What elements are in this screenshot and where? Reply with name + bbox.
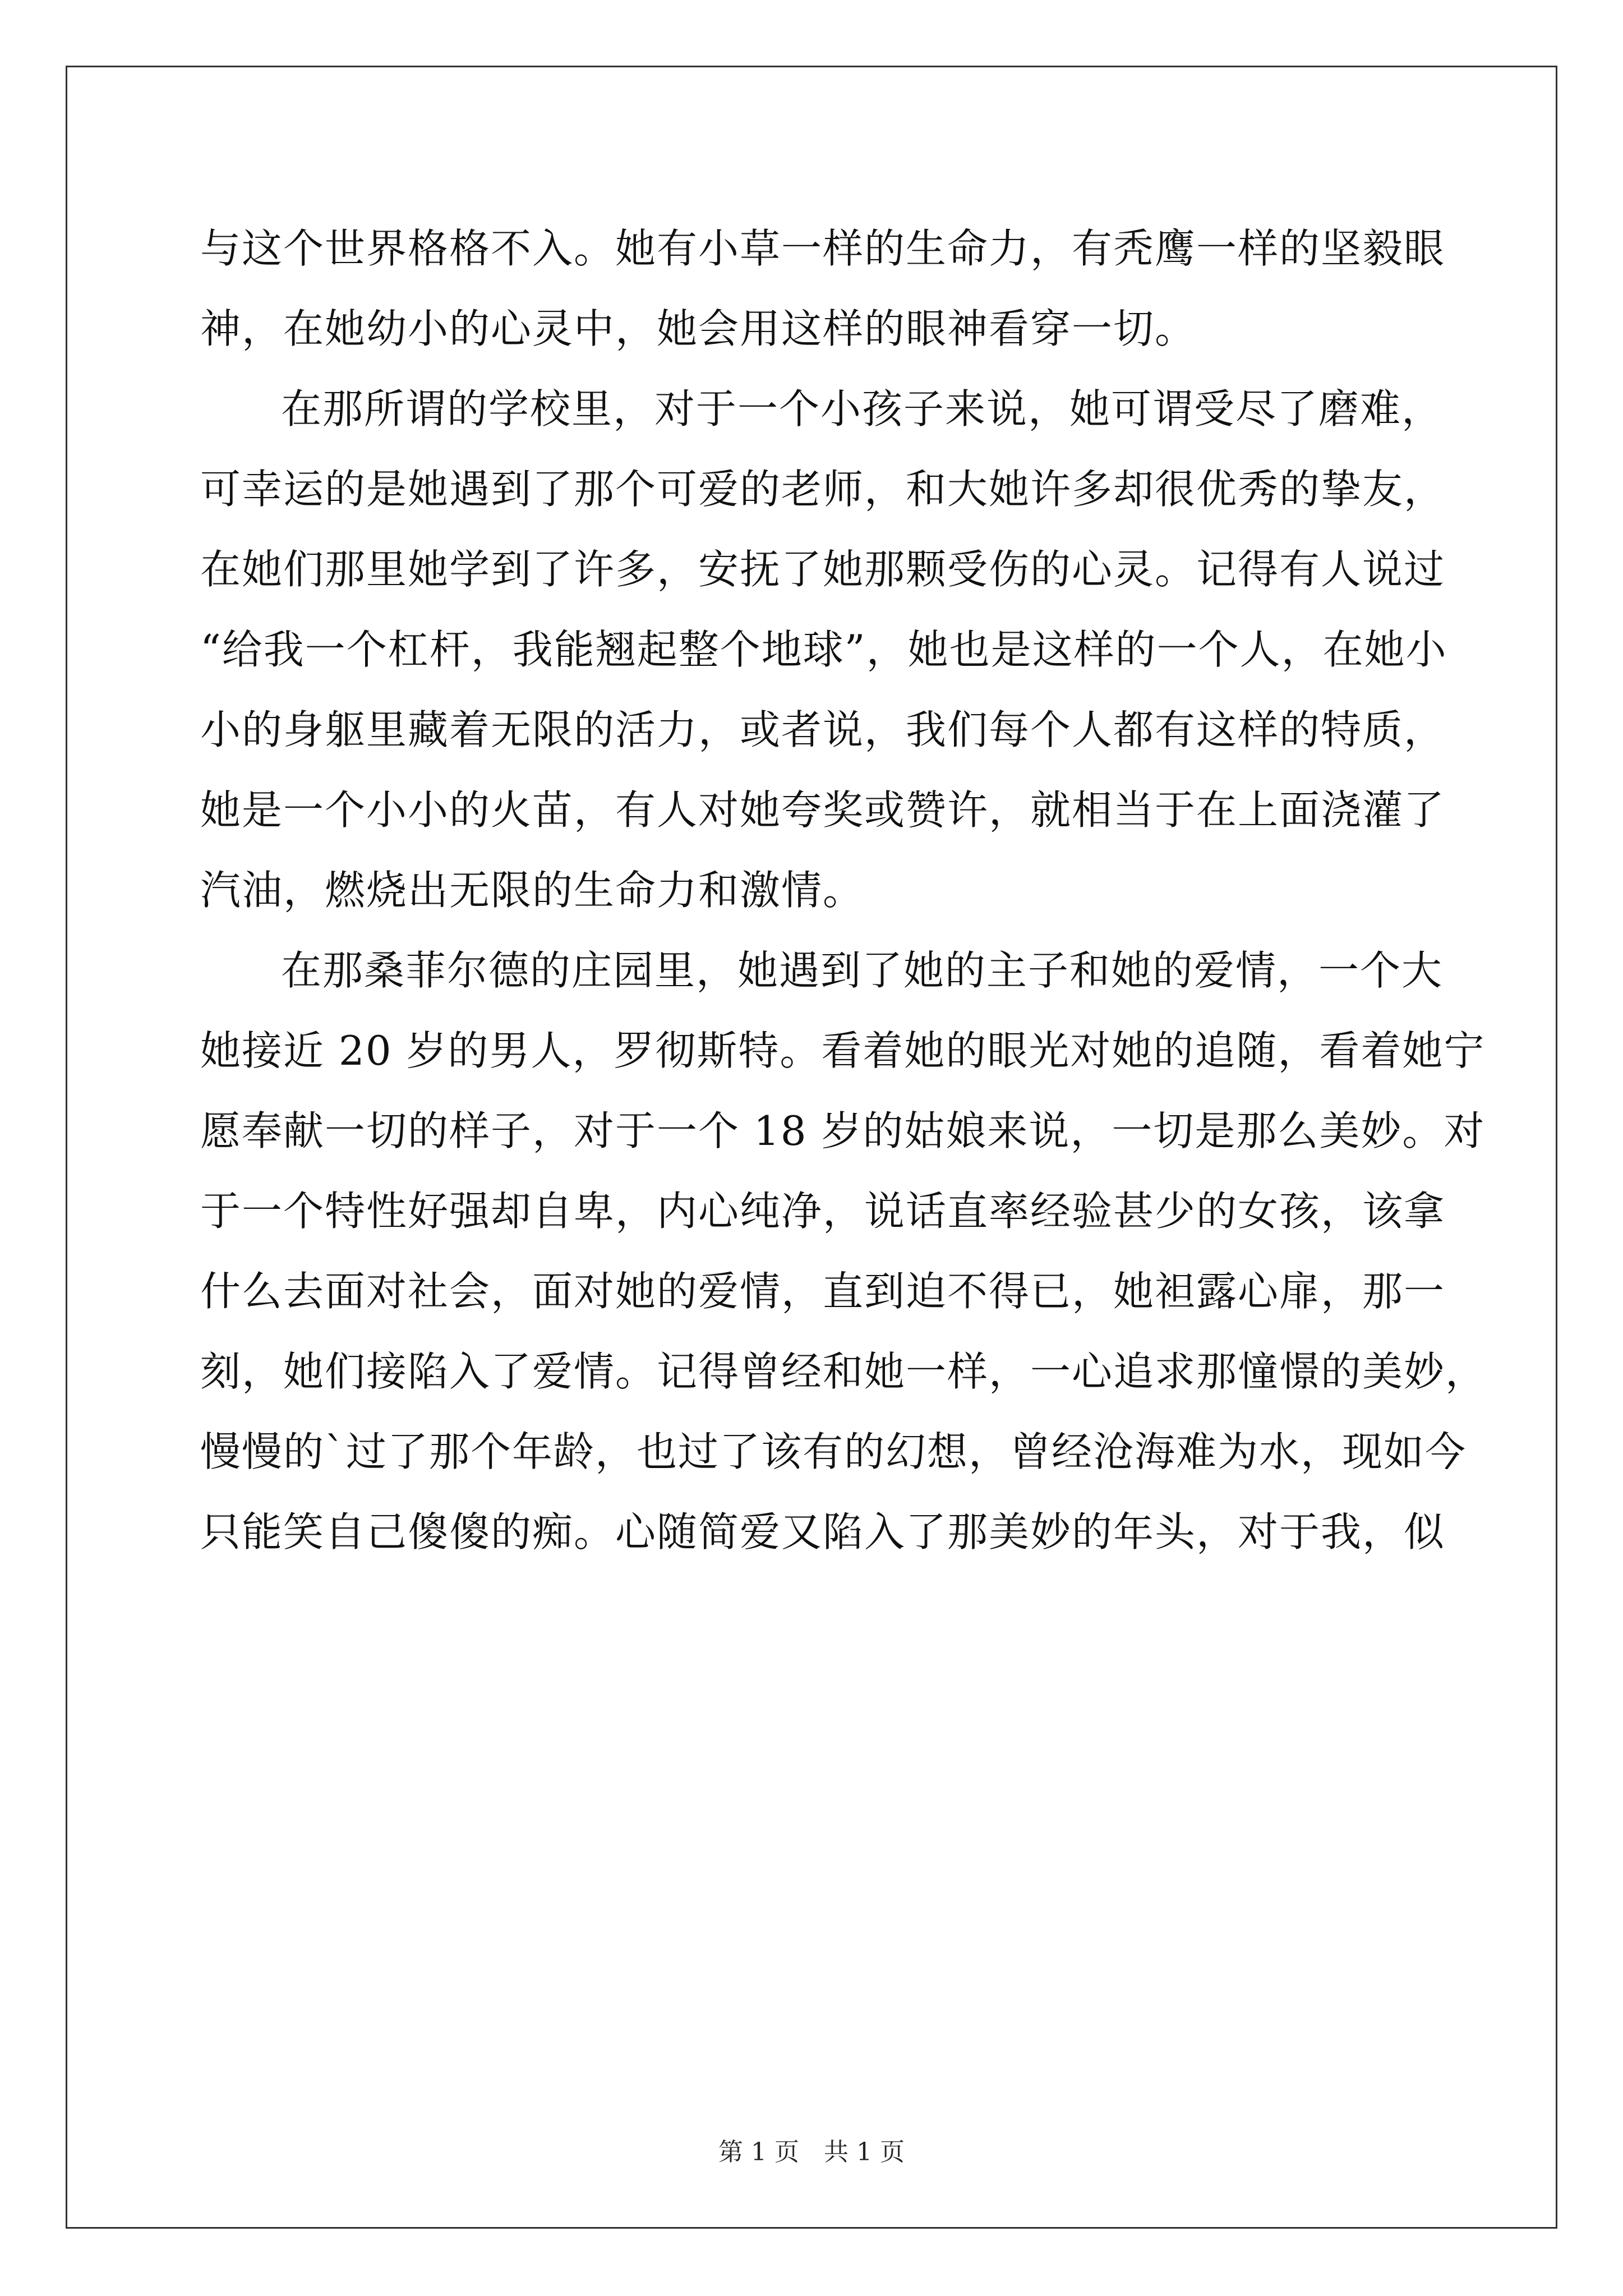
text-line-4: 可幸运的是她遇到了那个可爱的老师，和大她许多却很优秀的挚友， <box>200 466 1446 513</box>
text-line-8: 她是一个小小的火苗，有人对她夸奖或赞许，就相当于在上面浇灌了 <box>200 786 1446 834</box>
text-line-12: 愿奉献一切的样子，对于一个 18 岁的姑娘来说，一切是那么美妙。对 <box>200 1107 1486 1154</box>
text-line-14: 什么去面对社会，面对她的爱情，直到迫不得已，她袒露心扉，那一 <box>200 1268 1446 1315</box>
text-line-6: “给我一个杠杆，我能翘起整个地球”，她也是这样的一个人，在她小 <box>200 626 1447 673</box>
page-footer <box>0 2132 1623 2168</box>
text-line-5: 在她们那里她学到了许多，安抚了她那颗受伤的心灵。记得有人说过 <box>200 546 1446 593</box>
text-line-3: 在那所谓的学校里，对于一个小孩子来说，她可谓受尽了磨难， <box>281 385 1444 432</box>
text-line-15: 刻，她们接陷入了爱情。记得曾经和她一样，一心追求那憧憬的美妙， <box>200 1348 1487 1395</box>
page-number-label: 第 1 页 共 1 页 <box>718 2138 905 2166</box>
text-line-9: 汽油，燃烧出无限的生命力和激情。 <box>200 867 865 914</box>
text-line-17: 只能笑自己傻傻的痴。心随简爱又陷入了那美妙的年头，对于我，似 <box>200 1508 1446 1556</box>
text-line-10: 在那桑菲尔德的庄园里，她遇到了她的主子和她的爱情，一个大 <box>281 947 1444 994</box>
text-line-2: 神，在她幼小的心灵中，她会用这样的眼神看穿一切。 <box>200 305 1197 352</box>
document-body <box>200 209 1487 1572</box>
text-line-13: 于一个特性好强却自卑，内心纯净，说话直率经验甚少的女孩，该拿 <box>200 1188 1446 1235</box>
text-line-7: 小的身躯里藏着无限的活力，或者说，我们每个人都有这样的特质， <box>200 706 1446 753</box>
text-line-1: 与这个世界格格不入。她有小草一样的生命力，有秃鹰一样的坚毅眼 <box>200 225 1446 272</box>
text-line-16: 慢慢的`过了那个年龄，也过了该有的幻想，曾经沧海难为水，现如今 <box>200 1428 1467 1475</box>
text-line-11: 她接近 20 岁的男人，罗彻斯特。看着她的眼光对她的追随，看着她宁 <box>200 1027 1486 1074</box>
